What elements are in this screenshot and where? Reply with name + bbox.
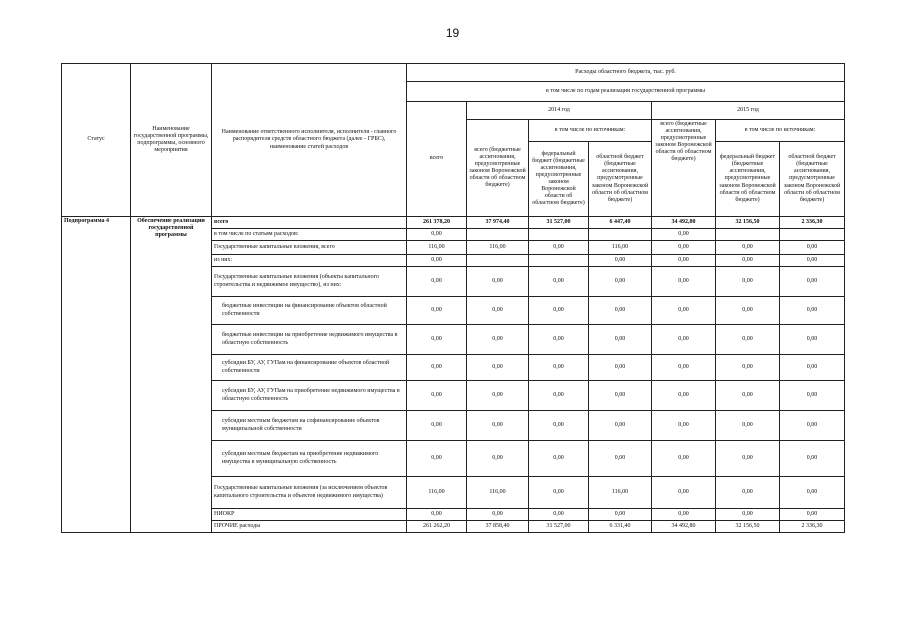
row-label: субсидии местным бюджетам на приобретение недвижимого имущества в муниципальную собственность (212, 441, 407, 477)
row-label: бюджетные инвестиции на финансирование объектов областной собственности (212, 297, 407, 325)
value-cell: 0,00 (529, 297, 589, 325)
program-cell: Обеспечение реализации государственной программы (131, 217, 212, 533)
value-cell: 0,00 (529, 477, 589, 509)
value-cell: 0,00 (407, 267, 467, 297)
header-status: Статус (62, 64, 131, 217)
value-cell: 0,00 (467, 325, 529, 355)
value-cell: 0,00 (652, 441, 716, 477)
value-cell: 0,00 (407, 297, 467, 325)
value-cell: 0,00 (407, 509, 467, 521)
value-cell: 0,00 (407, 441, 467, 477)
value-cell: 116,00 (467, 241, 529, 255)
value-cell: 0,00 (652, 355, 716, 381)
row-label: из них: (212, 255, 407, 267)
value-cell: 116,00 (407, 477, 467, 509)
value-cell: 0,00 (589, 297, 652, 325)
value-cell: 31 527,00 (529, 217, 589, 229)
value-cell: 0,00 (407, 355, 467, 381)
value-cell: 0,00 (467, 297, 529, 325)
row-label: НИОКР (212, 509, 407, 521)
value-cell: 0,00 (780, 355, 845, 381)
value-cell: 0,00 (529, 381, 589, 411)
value-cell: 0,00 (652, 229, 716, 241)
value-cell: 0,00 (652, 241, 716, 255)
value-cell: 32 156,50 (716, 217, 780, 229)
row-label: субсидии БУ, АУ, ГУПам на приобретение недвижимого имущества в областную собственность (212, 381, 407, 411)
value-cell: 0,00 (716, 477, 780, 509)
row-label: бюджетные инвестиции на приобретение недвижимого имущества в областную собственность (212, 325, 407, 355)
value-cell: 0,00 (529, 241, 589, 255)
value-cell: 116,00 (407, 241, 467, 255)
value-cell: 0,00 (529, 411, 589, 441)
value-cell: 0,00 (589, 441, 652, 477)
value-cell: 0,00 (780, 267, 845, 297)
value-cell: 0,00 (467, 411, 529, 441)
value-cell: 0,00 (407, 381, 467, 411)
value-cell: 0,00 (780, 381, 845, 411)
value-cell: 2 336,30 (780, 521, 845, 533)
header-sources-2015: в том числе по источникам: (716, 120, 845, 142)
value-cell: 0,00 (780, 411, 845, 441)
value-cell (467, 229, 529, 241)
header-total: всего (407, 102, 467, 217)
value-cell: 0,00 (716, 441, 780, 477)
header-regional-2015: областной бюджет (бюджетные ассигнования, предусмотренные законом Воронежской области об областном бюджете) (780, 142, 845, 217)
header-sources-2014: в том числе по источникам: (529, 120, 652, 142)
value-cell (467, 255, 529, 267)
value-cell: 0,00 (529, 509, 589, 521)
value-cell: 0,00 (589, 381, 652, 411)
value-cell: 0,00 (716, 255, 780, 267)
value-cell: 0,00 (780, 297, 845, 325)
value-cell: 0,00 (652, 267, 716, 297)
value-cell: 0,00 (716, 411, 780, 441)
row-label: в том числе по статьям расходов: (212, 229, 407, 241)
status-cell: Подпрограмма 4 (62, 217, 131, 533)
value-cell: 0,00 (780, 241, 845, 255)
value-cell: 0,00 (467, 355, 529, 381)
value-cell: 0,00 (780, 477, 845, 509)
value-cell: 0,00 (652, 411, 716, 441)
header-total-2015: всего (бюджетные ассигнования, предусмотренные законом Воронежской области об областном бюджете) (652, 120, 716, 217)
row-label: ПРОЧИЕ расходы (212, 521, 407, 533)
value-cell: 0,00 (589, 267, 652, 297)
value-cell: 0,00 (407, 255, 467, 267)
table-row (62, 217, 845, 229)
header-year-2014: 2014 год (467, 102, 652, 120)
value-cell (780, 229, 845, 241)
value-cell: 0,00 (652, 297, 716, 325)
value-cell: 0,00 (589, 509, 652, 521)
value-cell: 0,00 (716, 241, 780, 255)
value-cell: 0,00 (589, 325, 652, 355)
header-executor: Наименование ответственного исполнителя, исполнителя - главного распорядителя средств областного бюджета (далее - ГРБС), наименование статей расходов (212, 64, 407, 217)
value-cell: 0,00 (780, 325, 845, 355)
value-cell: 0,00 (467, 441, 529, 477)
value-cell: 0,00 (652, 381, 716, 411)
row-label: субсидии местным бюджетам на софинансирование объектов муниципальной собственности (212, 411, 407, 441)
value-cell (529, 229, 589, 241)
value-cell: 0,00 (780, 441, 845, 477)
value-cell (529, 255, 589, 267)
value-cell: 116,00 (589, 241, 652, 255)
value-cell: 32 156,50 (716, 521, 780, 533)
header-federal-2015: федеральный бюджет (бюджетные ассигнования, предусмотренные законом Воронежской области об областном бюджете) (716, 142, 780, 217)
value-cell: 34 492,80 (652, 521, 716, 533)
value-cell: 31 527,00 (529, 521, 589, 533)
value-cell: 2 336,30 (780, 217, 845, 229)
value-cell: 6 331,40 (589, 521, 652, 533)
header-regional-2014: областной бюджет (бюджетные ассигнования, предусмотренные законом Воронежской области об областном бюджете) (589, 142, 652, 217)
value-cell: 0,00 (652, 477, 716, 509)
value-cell: 0,00 (716, 381, 780, 411)
value-cell: 261 378,20 (407, 217, 467, 229)
header-year-2015: 2015 год (652, 102, 845, 120)
value-cell: 0,00 (407, 411, 467, 441)
value-cell: 261 262,20 (407, 521, 467, 533)
value-cell: 0,00 (467, 509, 529, 521)
value-cell: 0,00 (652, 509, 716, 521)
row-label: всего (212, 217, 407, 229)
header-federal-2014: федеральный бюджет (бюджетные ассигнования, предусмотренные законом Воронежской области об областном бюджете) (529, 142, 589, 217)
value-cell: 0,00 (529, 325, 589, 355)
header-program-name: Наименование государственной программы, подпрограммы, основного мероприятия (131, 64, 212, 217)
value-cell: 0,00 (529, 355, 589, 381)
value-cell: 34 492,80 (652, 217, 716, 229)
value-cell: 0,00 (407, 325, 467, 355)
value-cell: 0,00 (652, 325, 716, 355)
value-cell: 0,00 (780, 255, 845, 267)
value-cell: 0,00 (529, 267, 589, 297)
row-label: субсидии БУ, АУ, ГУПам на финансирование объектов областной собственности (212, 355, 407, 381)
value-cell: 0,00 (716, 325, 780, 355)
value-cell: 0,00 (780, 509, 845, 521)
value-cell: 0,00 (589, 355, 652, 381)
header-expenses: Расходы областного бюджета, тыс. руб. (407, 64, 845, 82)
header-total-2014: всего (бюджетные ассигнования, предусмотренные законом Воронежской области об областном бюджете) (467, 120, 529, 217)
value-cell: 0,00 (716, 267, 780, 297)
value-cell: 0,00 (467, 267, 529, 297)
header-by-years: в том числе по годам реализации государственной программы (407, 82, 845, 102)
value-cell: 0,00 (529, 441, 589, 477)
budget-table (61, 63, 845, 533)
value-cell: 37 974,40 (467, 217, 529, 229)
value-cell: 116,00 (467, 477, 529, 509)
value-cell: 116,00 (589, 477, 652, 509)
value-cell: 0,00 (652, 255, 716, 267)
value-cell: 0,00 (716, 355, 780, 381)
value-cell: 0,00 (589, 411, 652, 441)
value-cell: 37 858,40 (467, 521, 529, 533)
value-cell: 0,00 (589, 255, 652, 267)
value-cell: 0,00 (716, 509, 780, 521)
row-label: Государственные капитальные вложения, всего (212, 241, 407, 255)
row-label: Государственные капитальные вложения (объекты капитального строительства и недвижимое имущество), из них: (212, 267, 407, 297)
page-number: 19 (445, 26, 460, 40)
value-cell (716, 229, 780, 241)
value-cell: 0,00 (716, 297, 780, 325)
value-cell: 6 447,40 (589, 217, 652, 229)
value-cell (589, 229, 652, 241)
value-cell: 0,00 (467, 381, 529, 411)
row-label: Государственные капитальные вложения (за исключением объектов капитального строительства и объектов недвижимого имущества) (212, 477, 407, 509)
value-cell: 0,00 (407, 229, 467, 241)
